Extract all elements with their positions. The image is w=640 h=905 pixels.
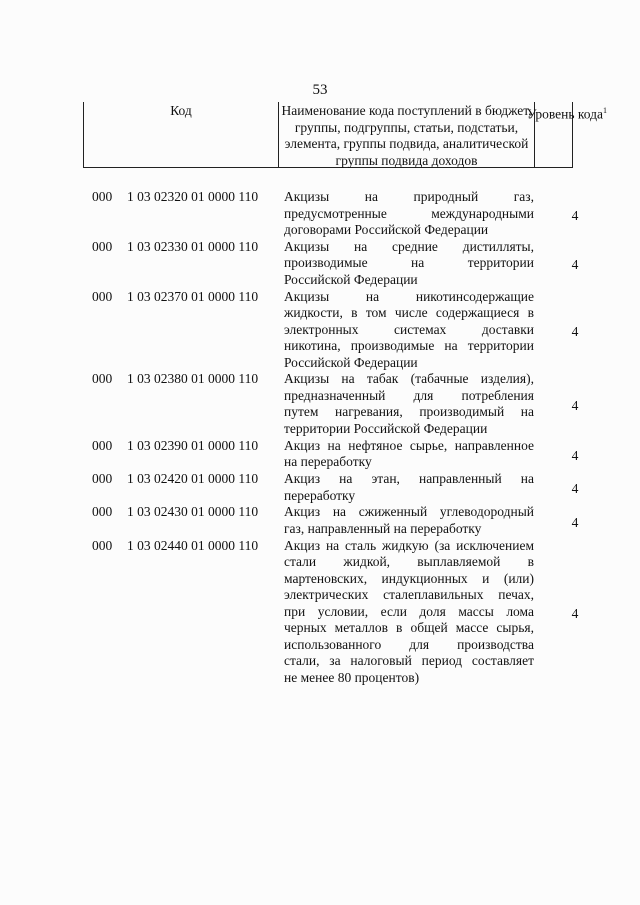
table-row	[83, 371, 579, 437]
row-description-line: никотина, производимые на территории	[284, 338, 534, 354]
row-level: 4	[571, 447, 579, 463]
table-row	[83, 537, 579, 687]
row-description-line: Акцизы на никотинсодержащие	[284, 288, 534, 304]
row-description	[284, 239, 534, 289]
row-level: 4	[571, 398, 579, 414]
row-description-line: при условии, если доля массы лома	[284, 603, 534, 619]
row-description-line: Акцизы на табак (табачные изделия),	[284, 371, 534, 387]
header-level-label: Уровень кода$^1$	[527, 106, 608, 122]
row-description-line: жидкости, в том числе содержащиеся в	[284, 305, 534, 321]
row-income-code: 1 03 02440 01 0000 110	[127, 537, 259, 553]
row-description-line: Акцизы на средние дистилляты,	[284, 238, 534, 254]
row-description-line: черных металлов в общей массе сырья,	[284, 620, 534, 636]
row-description-line: Акциз на сталь жидкую (за исключением	[284, 537, 534, 553]
row-description-line: на переработку	[284, 454, 372, 470]
table-row	[83, 189, 579, 239]
row-admin-code: 000	[92, 471, 113, 486]
table-row	[83, 504, 579, 537]
row-description	[284, 538, 534, 687]
row-level: 4	[571, 257, 579, 273]
row-admin-code: 000	[92, 537, 113, 553]
row-income-code: 1 03 02380 01 0000 110	[127, 371, 259, 387]
row-income-code: 1 03 02420 01 0000 110	[127, 471, 259, 486]
row-level: 4	[571, 605, 579, 621]
row-description-line: электрических сталеплавильных печах,	[284, 587, 534, 603]
row-description-line: мартеновских, индукционных и (или)	[284, 570, 534, 586]
table-row	[83, 288, 579, 372]
header-level-footnote: 1	[603, 106, 608, 115]
row-description-line: Акциз на этан, направленный на	[284, 471, 534, 486]
row-admin-code: 000	[92, 189, 113, 204]
row-description-line: Российской Федерации	[284, 354, 418, 370]
row-description-line: стали, за налоговый период составляет	[284, 653, 534, 669]
row-description-line: договорами Российской Федерации	[284, 222, 489, 237]
row-level: 4	[571, 323, 579, 339]
row-level: 4	[571, 514, 579, 530]
page-number: 53	[312, 82, 328, 98]
row-description	[284, 189, 534, 239]
row-description-line: использованного для производства	[284, 636, 534, 652]
row-description-line: Акциз на нефтяное сырье, направленное	[284, 437, 534, 453]
row-income-code: 1 03 02390 01 0000 110	[127, 437, 259, 453]
row-income-code: 1 03 02370 01 0000 110	[127, 288, 259, 304]
row-description	[284, 438, 534, 471]
row-description-line: путем нагревания, производимый на	[284, 404, 534, 420]
row-admin-code: 000	[92, 371, 113, 387]
row-description-line: газ, направленный на переработку	[284, 520, 482, 536]
row-level: 4	[571, 481, 579, 497]
row-description-line: не менее 80 процентов)	[284, 669, 420, 685]
row-description-line: стали жидкой, выплавляемой в	[284, 554, 534, 570]
table-row	[83, 471, 579, 504]
row-description	[284, 504, 534, 537]
row-description-line: Акцизы на природный газ,	[284, 189, 534, 204]
row-description-line: производимые на территории	[284, 255, 534, 271]
table-row	[83, 238, 579, 289]
row-description-line: Акциз на сжиженный углеводородный	[284, 504, 534, 520]
row-admin-code: 000	[92, 437, 113, 453]
row-description-line: территории Российской Федерации	[284, 420, 488, 436]
row-admin-code: 000	[92, 288, 113, 304]
row-level: 4	[571, 207, 579, 223]
row-description-line: предусмотренные международными	[284, 205, 534, 221]
row-income-code: 1 03 02330 01 0000 110	[127, 238, 259, 254]
row-description-line: предназначенный для потребления	[284, 387, 534, 403]
row-description	[284, 289, 534, 372]
row-income-code: 1 03 02430 01 0000 110	[127, 504, 259, 520]
row-admin-code: 000	[92, 504, 113, 520]
row-description-line: электронных системах доставки	[284, 321, 534, 337]
table-row	[83, 437, 579, 471]
row-income-code: 1 03 02320 01 0000 110	[127, 189, 259, 204]
table-header	[83, 102, 608, 168]
header-code: Код	[170, 103, 192, 118]
row-description-line: переработку	[284, 487, 356, 503]
row-description-line: Российской Федерации	[284, 271, 418, 287]
row-description	[284, 371, 534, 437]
row-admin-code: 000	[92, 238, 113, 254]
header-level	[527, 102, 608, 167]
row-description	[284, 471, 534, 504]
header-name: Наименование кода поступлений в бюджет, группы, подгруппы, статьи, подстатьи, элемента, группы подвида, аналитической группы подвида доходов	[278, 102, 535, 167]
